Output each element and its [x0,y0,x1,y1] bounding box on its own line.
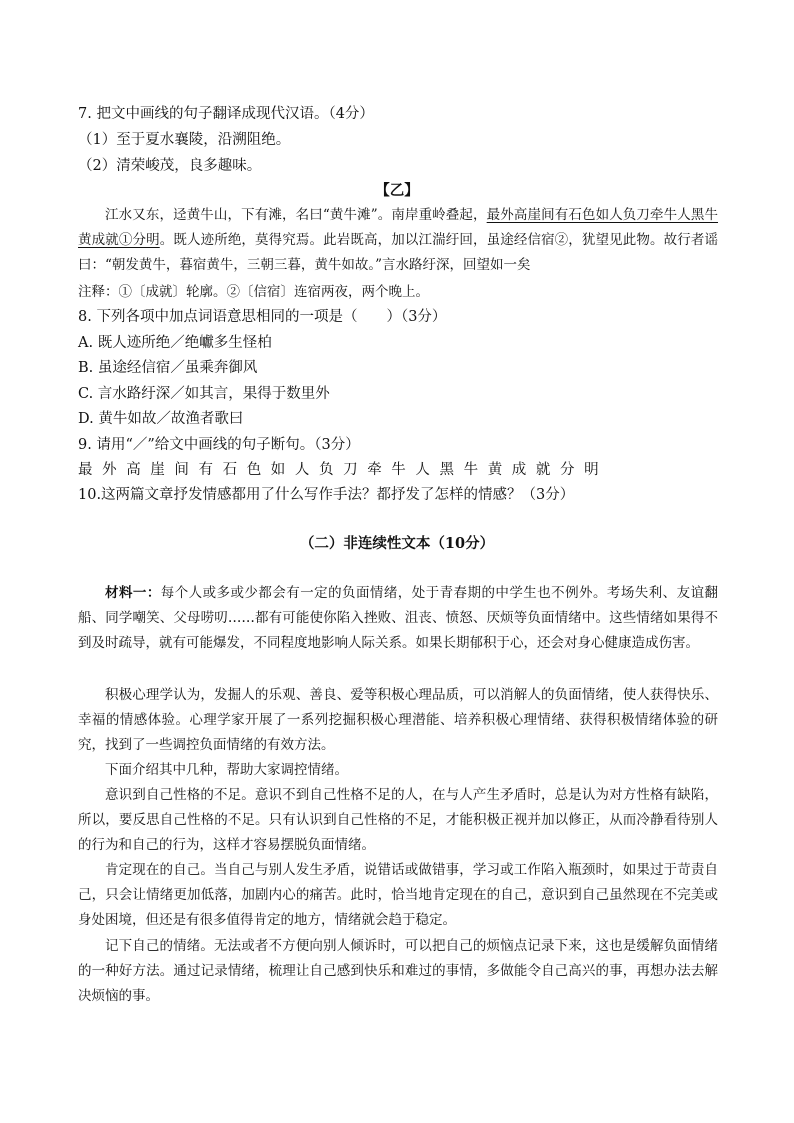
question-7-title: 7. 把文中画线的句子翻译成现代汉语。（4分） [78,106,374,122]
question-9-sentence: 最外高崖间有石色如人负刀牵牛人黑牛黄成就分明 [78,462,609,478]
question-8-option-a: A. 既人迹所绝／绝巘多生怪柏 [78,335,272,351]
material-1-paragraph-6: 记下自己的情绪。无法或者不方便向别人倾诉时，可以把自己的烦恼点记录下来，这也是缓解负面情绪的一种好方法。通过记录情绪，梳理让自己感到快乐和难过的事情，多做能令自己高兴的事，再想办法去解决烦恼的事。 [78,938,718,1004]
passage-yi-text-start: 江水又东，迳黄牛山，下有滩，名曰“黄牛滩”。南岸重岭叠起， [105,207,487,223]
question-7-sentence-1: （1）至于夏水襄陵，沿溯阻绝。 [78,132,291,148]
material-1-paragraph-4: 意识到自己性格的不足。意识不到自己性格不足的人，在与人产生矛盾时，总是认为对方性格有缺陷，所以，要反思自己性格的不足。只有认识到自己性格的不足，才能积极正视并加以修正，从而冷静看待别人的行为和自己的行为，这样才容易摆脱负面情绪。 [78,787,718,853]
material-1-paragraph-3: 下面介绍其中几种，帮助大家调控情绪。 [105,762,348,778]
passage-yi-heading: 【乙】 [375,182,419,199]
question-10-title: 10.这两篇文章抒发情感都用了什么写作手法？都抒发了怎样的情感？（3分） [78,487,575,503]
question-9-title: 9. 请用“／”给文中画线的句子断句。（3分） [78,437,360,453]
material-1-paragraph-1-text: 每个人或多或少都会有一定的负面情绪，处于青春期的中学生也不例外。考场失利、友谊翻船、同学嘲笑、父母唠叨……都有可能使你陷入挫败、沮丧、愤怒、厌烦等负面情绪中。这些情绪如果得不到及时疏导，就有可能爆发，不同程度地影响人际关系。如果长期郁积于心，还会对身心健康造成伤害。 [78,585,719,651]
question-8-title: 8. 下列各项中加点词语意思相同的一项是（ ）（3分） [78,309,447,325]
material-1-label: 材料一： [105,585,161,601]
passage-yi-underlined-sentence: 最外高崖间有石色如人负刀牵牛人黑牛黄成就①分明 [78,207,719,248]
passage-yi-text [78,203,718,278]
material-1-paragraph-2: 积极心理学认为，发掘人的乐观、善良、爱等积极心理品质，可以消解人的负面情绪，使人获得快乐、幸福的情感体验。心理学家开展了一系列挖掘积极心理潜能、培养积极心理情绪、获得积极情绪体验的研究，找到了一些调控负面情绪的有效方法。 [78,687,718,753]
question-7-sentence-2: （2）清荣峻茂，良多趣味。 [78,158,262,174]
question-8-option-c: C. 言水路纡深／如其言，果得于数里外 [78,386,330,402]
section-2-title: （二）非连续性文本（10分） [299,535,495,552]
material-1-paragraph-1 [78,581,718,656]
question-8-option-b: B. 虽途经信宿／虽乘奔御风 [78,360,258,376]
material-1-paragraph-5: 肯定现在的自己。当自己与别人发生矛盾，说错话或做错事，学习或工作陷入瓶颈时，如果过于苛责自己，只会让情绪更加低落，加剧内心的痛苦。此时，恰当地肯定现在的自己，意识到自己虽然现在不完美或身处困境，但还是有很多值得肯定的地方，情绪就会趋于稳定。 [78,862,718,928]
question-8-option-d: D. 黄牛如故／故渔者歌曰 [78,411,244,427]
passage-yi-note: 注释：①〔成就〕轮廓。②〔信宿〕连宿两夜，两个晚上。 [78,284,429,300]
passage-yi-text-end: 。既人迹所绝，莫得究焉。此岩既高，加以江湍纡回，虽途经信宿②，犹望见此物。故行者谣曰：“朝发黄牛，暮宿黄牛，三朝三暮，黄牛如故。”言水路纡深，回望如一矣 [78,232,719,273]
